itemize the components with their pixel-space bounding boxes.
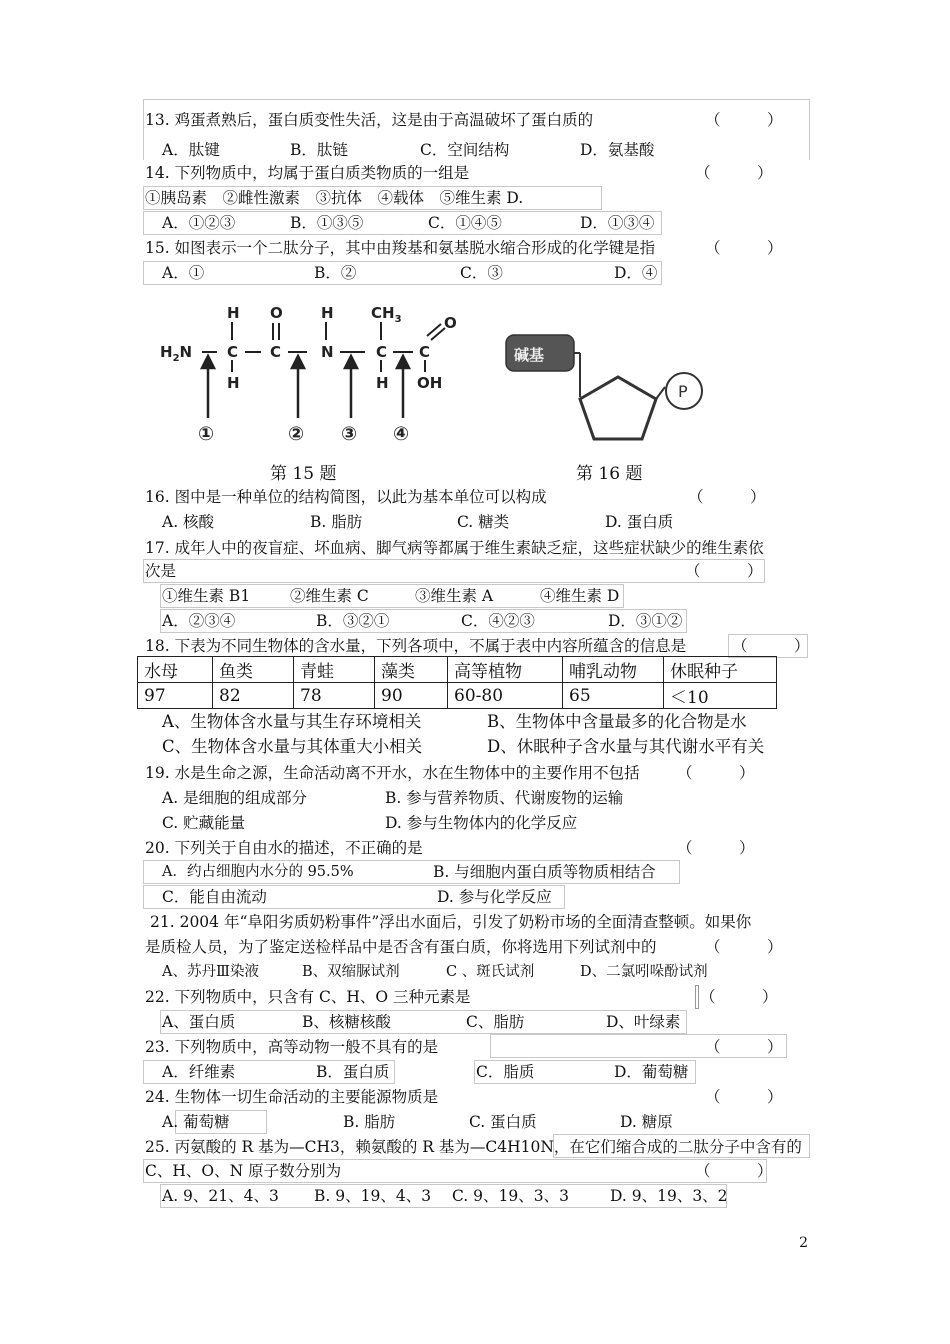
q14-option-b: B．①③⑤ [290,214,364,232]
svg-text:N: N [321,343,334,361]
q16-option-b: B. 脂肪 [310,513,363,531]
q25-answer-paren: （ ） [695,1162,773,1180]
q17-stem-frame [143,559,765,583]
q19-answer-paren: （ ） [677,764,755,782]
svg-text:CH3: $CH_3$ [371,304,402,325]
q13-stem: 13. 鸡蛋煮熟后，蛋白质变性失活，这是由于高温破坏了蛋白质的 [145,111,594,129]
q17-item-2: ②维生素 C [290,587,369,605]
q17-item-3: ③维生素 A [415,587,494,605]
q20-option-c: C．能自由流动 [162,888,267,906]
q18-option-d: D、休眠种子含水量与其代谢水平有关 [487,737,765,756]
water-content-table [137,656,777,709]
table-cell: ＜10 [664,683,777,709]
q18-option-a: A、生物体含水量与其生存环境相关 [162,712,422,731]
q13-option-d: D．氨基酸 [580,141,655,159]
table-header-cell: 水母 [138,657,213,683]
svg-text:C: C [270,343,282,361]
q17-answer-paren: （ ） [685,562,763,580]
dipeptide-diagram [155,300,475,450]
q13-option-c: C．空间结构 [420,141,510,159]
q17-option-a: A．②③④ [162,612,236,630]
q15-answer-paren: （ ） [705,239,783,257]
table-header-cell: 高等植物 [448,657,563,683]
q15-stem: 15. 如图表示一个二肽分子，其中由羧基和氨基脱水缩合形成的化学键是指 [145,239,656,257]
q21-answer-paren: （ ） [705,938,783,956]
q15-option-d: D．④ [614,264,658,282]
q18-option-c: C、生物体含水量与其体重大小相关 [162,737,423,756]
q22-answer-paren: （ ） [700,988,778,1006]
table-header-cell: 哺乳动物 [563,657,664,683]
svg-text:O: O [270,304,283,322]
q21-stem-line2: 是质检人员，为了鉴定送检样品中是否含有蛋白质，你将选用下列试剂中的 [145,938,657,956]
table-header-cell: 青蛙 [294,657,375,683]
q18-option-b: B、生物体中含量最多的化合物是水 [487,712,747,731]
q18-stem: 18. 下表为不同生物体的含水量，下列各项中，不属于表中内容所蕴含的信息是 [145,637,687,655]
q21-stem-line1: 21. 2004 年“阜阳劣质奶粉事件”浮出水面后，引发了奶粉市场的全面清查整顿。如果你 [150,913,752,931]
q17-option-d: D．③①② [608,612,683,630]
q17-item-1: ①维生素 B1 [162,587,251,605]
q22-stem: 22. 下列物质中，只含有 C、H、O 三种元素是 [145,988,471,1006]
q15-option-a: A．① [162,264,205,282]
q24-option-c: C. 蛋白质 [469,1113,537,1131]
q13-answer-paren: （ ） [705,111,783,129]
q16-option-a: A. 核酸 [162,513,215,531]
table-header-cell: 鱼类 [213,657,294,683]
fig15-caption: 第 15 题 [270,464,337,484]
q24-option-d: D. 糖原 [620,1113,673,1131]
bond-label-1: ① [198,423,215,445]
q25-option-d: D. 9、19、3、2 [610,1187,728,1205]
q14-answer-paren: （ ） [695,164,773,182]
q23-option-b: B．蛋白质 [316,1063,390,1081]
table-header-cell: 藻类 [375,657,448,683]
table-cell: 65 [563,683,664,709]
q14-items: ①胰岛素 ②雌性激素 ③抗体 ④载体 ⑤维生素 D. [145,189,524,207]
q22-divider [695,985,699,1009]
svg-text:H: H [376,374,389,392]
fig16-caption: 第 16 题 [576,464,643,484]
q21-option-a: A、苏丹Ⅲ染液 [162,964,259,980]
q24-option-a: A. 葡萄糖 [162,1113,230,1131]
q17-stem-line1: 17. 成年人中的夜盲症、坏血病、脚气病等都属于维生素缺乏症，这些症状缺少的维生素依 [145,539,764,557]
q14-stem: 14. 下列物质中，均属于蛋白质类物质的一组是 [145,164,470,182]
q23-answer-paren: （ ） [705,1038,783,1056]
phosphate-label: P [678,382,688,401]
q17-stem-line2: 次是 [145,562,177,580]
q24-answer-paren: （ ） [705,1088,783,1106]
q22-option-c: C、脂肪 [466,1013,525,1031]
q19-option-a: A. 是细胞的组成部分 [162,789,308,807]
q22-option-b: B、核糖核酸 [302,1013,391,1031]
table-header-cell: 休眠种子 [664,657,777,683]
table-row [138,683,777,709]
q16-option-c: C. 糖类 [457,513,510,531]
q19-option-c: C. 贮藏能量 [162,814,246,832]
q15-options-frame [143,261,662,285]
q15-option-b: B．② [314,264,357,282]
q20-answer-paren: （ ） [677,839,755,857]
svg-text:H: H [321,304,334,322]
q13-option-b: B．肽链 [290,141,348,159]
q21-option-d: D、二氯吲哚酚试剂 [580,964,708,980]
q25-stem-line1: 25. 丙氨酸的 R 基为—CH3，赖氨酸的 R 基为—C4H10N，在它们缩合成的二肽分子中含有的 [145,1138,802,1156]
q17-option-c: C．④②③ [461,612,535,630]
q23-option-a: A．纤维素 [162,1063,236,1081]
svg-text:OH: OH [417,374,443,392]
q24-option-b: B. 脂肪 [343,1113,396,1131]
q16-stem: 16. 图中是一种单位的结构简图，以此为基本单位可以构成 [145,488,547,506]
q20-stem: 20. 下列关于自由水的描述，不正确的是 [145,839,423,857]
table-cell: 82 [213,683,294,709]
q14-option-c: C．①④⑤ [428,214,502,232]
q20-option-b: B. 与细胞内蛋白质等物质相结合 [433,863,656,881]
q15-option-c: C．③ [460,264,503,282]
q21-option-c: C 、斑氏试剂 [446,964,535,980]
q20-option-d: D. 参与化学反应 [437,888,552,906]
q14-option-d: D．①③④ [580,214,655,232]
table-cell: 90 [375,683,448,709]
q14-option-a: A．①②③ [162,214,236,232]
bond-label-2: ② [288,423,305,445]
table-cell: 60-80 [448,683,563,709]
q16-answer-paren: （ ） [688,488,766,506]
q24-stem: 24. 生物体一切生命活动的主要能源物质是 [145,1088,439,1106]
svg-text:H: H [227,374,240,392]
bond-label-4: ④ [393,423,410,445]
q21-option-b: B、双缩脲试剂 [302,964,400,980]
q25-option-a: A. 9、21、4、3 [162,1187,279,1205]
svg-text:H2N: $H_2N$ [160,343,193,364]
q23-option-c: C．脂质 [476,1063,535,1081]
page-number: 2 [799,1235,808,1251]
q19-option-b: B. 参与营养物质、代谢废物的运输 [385,789,624,807]
nucleotide-diagram [500,325,720,445]
q17-option-b: B．③②① [316,612,390,630]
svg-text:O: O [444,314,457,332]
base-label: 碱基 [514,346,545,364]
q20-option-a: A．约占细胞内水分的 95.5% [162,864,354,880]
table-header-row [138,657,777,683]
q13-option-a: A．肽键 [162,141,220,159]
q23-option-d: D．葡萄糖 [614,1063,689,1081]
q19-option-d: D. 参与生物体内的化学反应 [385,814,578,832]
table-cell: 78 [294,683,375,709]
q25-stem-line2: C、H、O、N 原子数分别为 [145,1162,342,1180]
q22-option-a: A、蛋白质 [162,1013,236,1031]
q16-option-d: D. 蛋白质 [605,513,674,531]
q19-stem: 19. 水是生命之源，生命活动离不开水，水在生物体中的主要作用不包括 [145,764,640,782]
q17-item-4: ④维生素 D [540,587,620,605]
q25-option-b: B. 9、19、4、3 [314,1187,432,1205]
svg-text:H: H [227,304,240,322]
q22-option-d: D、叶绿素 [606,1013,681,1031]
svg-text:C: C [227,343,239,361]
svg-text:C: C [419,343,431,361]
bond-label-3: ③ [341,423,358,445]
q25-option-c: C. 9、19、3、3 [452,1187,569,1205]
q23-stem: 23. 下列物质中，高等动物一般不具有的是 [145,1038,439,1056]
table-cell: 97 [138,683,213,709]
svg-text:C: C [376,343,388,361]
q18-answer-paren: （ ） [732,637,810,655]
